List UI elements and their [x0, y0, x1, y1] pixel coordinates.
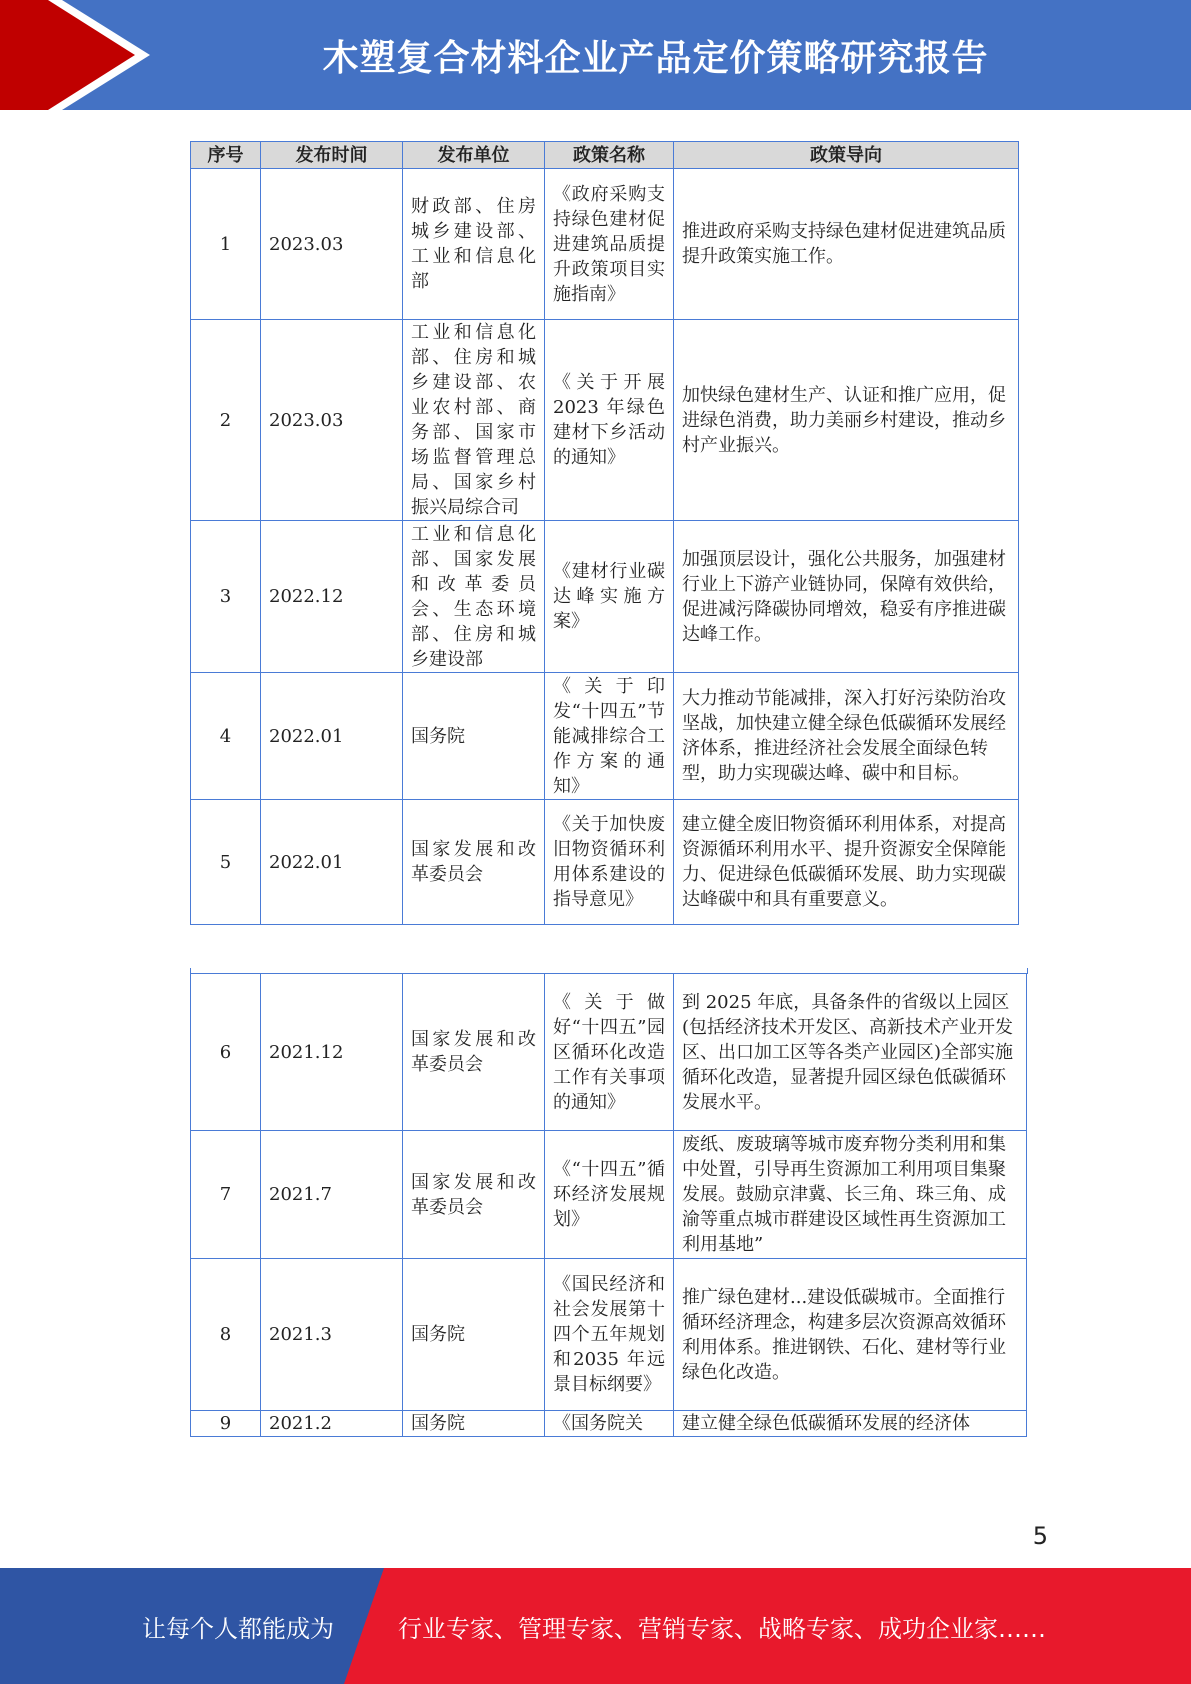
cell-unit: 国家发展和改革委员会 [403, 1131, 545, 1259]
cell-no: 6 [191, 974, 261, 1131]
cell-unit: 工业和信息化部、国家发展和改革委员会、生态环境部、住房和城乡建设部 [403, 521, 545, 673]
cell-no: 5 [191, 800, 261, 925]
table-row [191, 1131, 1027, 1259]
cell-policy-name: 《政府采购支持绿色建材促进建筑品质提升政策项目实施指南》 [545, 169, 674, 320]
cell-unit: 国家发展和改革委员会 [403, 800, 545, 925]
cell-policy-direction: 到 2025 年底，具备条件的省级以上园区(包括经济技术开发区、高新技术产业开发区、出口加工区等各类产业园区)全部实施循环化改造，显著提升园区绿色低碳循环发展水平。 [674, 974, 1027, 1131]
footer-banner [0, 1568, 1191, 1684]
footer-slogan-left: 让每个人都能成为 [142, 1614, 334, 1643]
cell-date: 2021.2 [261, 1411, 403, 1437]
cell-no: 3 [191, 521, 261, 673]
cell-policy-name: 《关于加快废旧物资循环利用体系建设的指导意见》 [545, 800, 674, 925]
cell-policy-name: 《关于做好“十四五”园区循环化改造工作有关事项的通知》 [545, 974, 674, 1131]
cell-no: 7 [191, 1131, 261, 1259]
cell-policy-direction: 建立健全废旧物资循环利用体系，对提高资源循环利用水平、提升资源安全保障能力、促进绿色低碳循环发展、助力实现碳达峰碳中和具有重要意义。 [674, 800, 1019, 925]
cell-no: 2 [191, 320, 261, 521]
cell-policy-name: 《国务院关 [545, 1411, 674, 1437]
cell-no: 1 [191, 169, 261, 320]
policy-table-part-1 [190, 141, 1019, 925]
table-row [191, 1411, 1027, 1437]
report-title: 木塑复合材料企业产品定价策略研究报告 [322, 37, 989, 79]
cell-policy-direction: 推进政府采购支持绿色建材促进建筑品质提升政策实施工作。 [674, 169, 1019, 320]
cell-date: 2022.01 [261, 673, 403, 800]
header-arrow-decoration [0, 0, 160, 110]
policy-table-part-2 [190, 973, 1027, 1437]
header-policy-name: 政策名称 [545, 142, 674, 169]
cell-date: 2023.03 [261, 169, 403, 320]
table-header-row [191, 142, 1019, 169]
cell-no: 4 [191, 673, 261, 800]
cell-date: 2021.3 [261, 1259, 403, 1411]
cell-policy-direction: 加强顶层设计，强化公共服务，加强建材行业上下游产业链协同，保障有效供给，促进减污降碳协同增效，稳妥有序推进碳达峰工作。 [674, 521, 1019, 673]
cell-unit: 国务院 [403, 673, 545, 800]
header-banner [0, 0, 1191, 110]
table-row [191, 974, 1027, 1131]
cell-date: 2022.01 [261, 800, 403, 925]
cell-policy-direction: 大力推动节能减排，深入打好污染防治攻坚战，加快建立健全绿色低碳循环发展经济体系，推进经济社会发展全面绿色转型，助力实现碳达峰、碳中和目标。 [674, 673, 1019, 800]
cell-unit: 工业和信息化部、住房和城乡建设部、农业农村部、商务部、国家市场监督管理总局、国家乡村振兴局综合司 [403, 320, 545, 521]
cell-policy-direction: 建立健全绿色低碳循环发展的经济体 [674, 1411, 1027, 1437]
cell-policy-name: 《国民经济和社会发展第十四个五年规划和2035 年远景目标纲要》 [545, 1259, 674, 1411]
cell-policy-direction: 推广绿色建材...建设低碳城市。全面推行循环经济理念，构建多层次资源高效循环利用体系。推进钢铁、石化、建材等行业绿色化改造。 [674, 1259, 1027, 1411]
header-policy-direction: 政策导向 [674, 142, 1019, 169]
cell-unit: 国务院 [403, 1411, 545, 1437]
header-date: 发布时间 [261, 142, 403, 169]
cell-no: 9 [191, 1411, 261, 1437]
header-no: 序号 [191, 142, 261, 169]
cell-policy-name: 《建材行业碳达峰实施方案》 [545, 521, 674, 673]
header-unit: 发布单位 [403, 142, 545, 169]
cell-policy-direction: 加快绿色建材生产、认证和推广应用，促进绿色消费，助力美丽乡村建设，推动乡村产业振兴。 [674, 320, 1019, 521]
cell-unit: 国家发展和改革委员会 [403, 974, 545, 1131]
table-row [191, 1259, 1027, 1411]
table-row [191, 320, 1019, 521]
table-row [191, 521, 1019, 673]
cell-policy-name: 《“十四五”循环经济发展规划》 [545, 1131, 674, 1259]
cell-date: 2023.03 [261, 320, 403, 521]
table-row [191, 169, 1019, 320]
cell-policy-direction: 废纸、废玻璃等城市废弃物分类利用和集中处置，引导再生资源加工利用项目集聚发展。鼓励京津冀、长三角、珠三角、成渝等重点城市群建设区域性再生资源加工利用基地” [674, 1131, 1027, 1259]
cell-unit: 财政部、住房城乡建设部、工业和信息化部 [403, 169, 545, 320]
table-row [191, 673, 1019, 800]
cell-no: 8 [191, 1259, 261, 1411]
page-number: 5 [1032, 1522, 1048, 1550]
cell-date: 2021.12 [261, 974, 403, 1131]
footer-slogan-right: 行业专家、管理专家、营销专家、战略专家、成功企业家…… [398, 1614, 1046, 1643]
cell-date: 2021.7 [261, 1131, 403, 1259]
cell-unit: 国务院 [403, 1259, 545, 1411]
cell-date: 2022.12 [261, 521, 403, 673]
cell-policy-name: 《关于印发“十四五”节能减排综合工作方案的通知》 [545, 673, 674, 800]
table-row [191, 800, 1019, 925]
cell-policy-name: 《关于开展2023 年绿色建材下乡活动的通知》 [545, 320, 674, 521]
